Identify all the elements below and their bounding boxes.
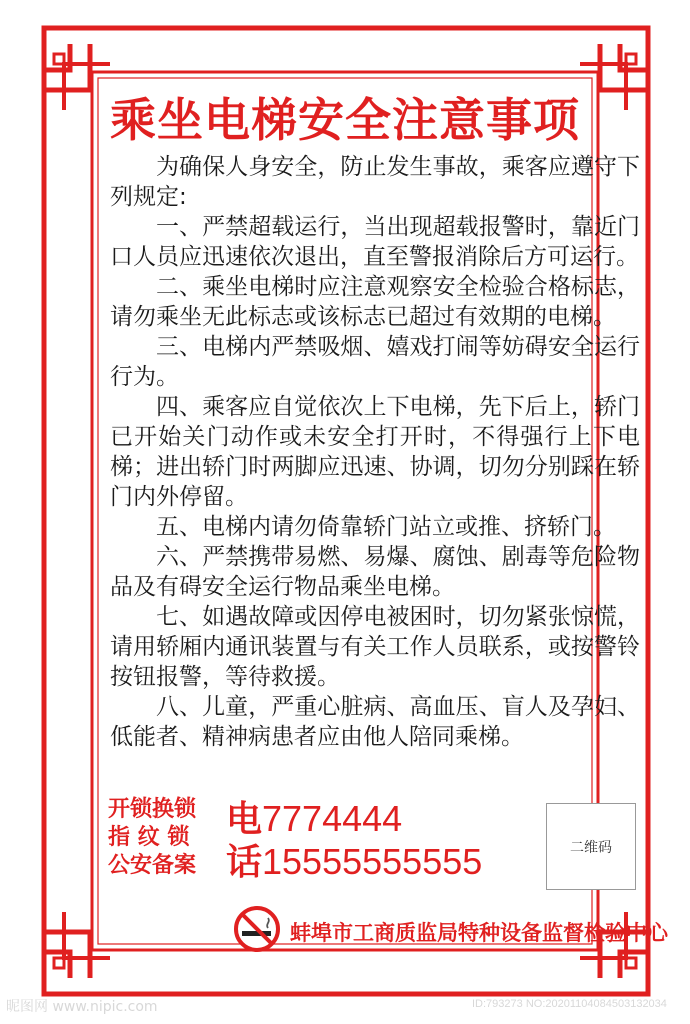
watermark-site: 昵图网 www.nipic.com [6, 999, 158, 1015]
phone-label: 话 [226, 842, 263, 883]
page-title: 乘坐电梯安全注意事项 [110, 93, 580, 147]
rule-2: 二、乘坐电梯时应注意观察安全检验合格标志，请勿乘坐无此标志或该标志已超过有效期的电梯。 [110, 274, 640, 330]
qr-code-placeholder [546, 803, 636, 890]
locksmith-services [108, 796, 196, 880]
organization-name: 蚌埠市工商质监局特种设备监督检验中心 [290, 921, 668, 945]
rule-7: 七、如遇故障或因停电被困时，切勿紧张惊慌，请用轿厢内通讯装置与有关工作人员联系，或按警铃按钮报警，等待救援。 [110, 604, 640, 690]
phone-number: 7774444 [262, 798, 403, 839]
phone-number: 15555555555 [262, 841, 483, 882]
service-item: 指 纹 锁 [108, 825, 190, 850]
phone-numbers [226, 798, 482, 884]
rule-6: 六、严禁携带易燃、易爆、腐蚀、剧毒等危险物品及有碍安全运行物品乘坐电梯。 [110, 544, 640, 600]
service-item: 公安备案 [108, 853, 197, 878]
rule-5: 五、电梯内请勿倚靠轿门站立或推、挤轿门。 [156, 514, 616, 540]
intro-paragraph: 为确保人身安全，防止发生事故，乘客应遵守下列规定: [110, 154, 640, 210]
watermark-id: ID:793273 NO:20201104084503132034 [472, 998, 667, 1010]
rule-1: 一、严禁超载运行，当出现超载报警时，靠近门口人员应迅速依次退出，直至警报消除后方可运行。 [110, 214, 640, 270]
rule-3: 三、电梯内严禁吸烟、嬉戏打闹等妨碍安全运行行为。 [110, 334, 640, 390]
service-item: 开锁换锁 [108, 797, 197, 822]
regulations-text [110, 152, 640, 752]
qr-label: 二维码 [570, 839, 612, 856]
no-smoking-icon [233, 905, 281, 953]
rule-4: 四、乘客应自觉依次上下电梯，先下后上，轿门已开始关门动作或未安全打开时，不得强行上下电梯；进出轿门时两脚应迅速、协调，切勿分别踩在轿门内外停留。 [110, 394, 640, 510]
phone-label: 电 [226, 799, 263, 840]
rule-8: 八、儿童，严重心脏病、高血压、盲人及孕妇、低能者、精神病患者应由他人陪同乘梯。 [110, 694, 640, 750]
